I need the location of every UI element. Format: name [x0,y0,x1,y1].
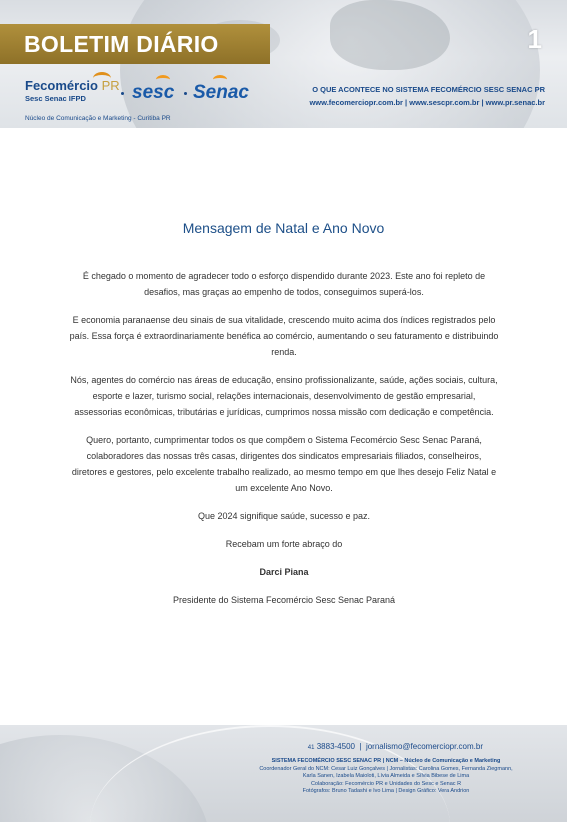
senac-logo [193,82,249,104]
credits-line: SISTEMA FECOMÉRCIO SESC SENAC PR | NCM – Núcleo de Comunicação e Marketing [271,758,501,764]
nucleo-label: Núcleo de Comunicação e Marketing - Curitiba PR [25,115,171,122]
document-title: Mensagem de Natal e Ano Novo [182,220,385,236]
fecomercio-logo [25,78,120,103]
credits-line: Fotógrafos: Bruno Tadashi e Ivo Lima | Design Gráfico: Vera Andrion [302,788,470,794]
fecomercio-logo-text: Fecomércio [25,78,98,93]
message-paragraph: Que 2024 signifique saúde, sucesso e paz. [197,511,371,521]
message-paragraph: Quero, portanto, cumprimentar todos os que compõem o Sistema Fecomércio Sesc Senac Paraná, colaboradores das nossas três casas, dirigentes dos sindicatos empresariais filiados, conselheiros, diretores e gestores, pelo excelente trabalho realizado, ao mesmo tempo em que lhes desejo Feliz Natal e um excelente Ano Novo. [71,435,497,493]
footer-credits [220,758,552,796]
signer-title: Presidente do Sistema Fecomércio Sesc Senac Paraná [172,595,396,605]
signer-name: Darci Piana [259,567,309,577]
title-bar [0,24,270,64]
credits-line: Colaboração: Fecomércio PR e Unidades do Sesc e Senac R [310,780,462,787]
phone-prefix: 41 [307,745,315,751]
footer-contact: 41 3883-4500 | jornalismo@fecomerciopr.com.br [307,742,483,751]
senac-logo-text: Senac [193,82,249,103]
sesc-logo [132,82,174,104]
fecomercio-logo-sub: Sesc Senac IFPD [25,94,86,103]
logo-separator-dot [184,92,187,95]
sesc-logo-text: sesc [132,82,175,103]
senac-mark-icon [213,75,227,84]
message-paragraph: É chegado o momento de agradecer todo o esforço dispendido durante 2023. Este ano foi repleto de desafios, mas graças ao empenho de todos, conseguimos superá-los. [82,271,486,297]
footer-banner [0,725,567,822]
message-paragraph: Nós, agentes do comércio nas áreas de educação, ensino profissionalizante, saúde, ações sociais, cultura, esporte e lazer, turismo social, relações internacionais, desenvolvimento de gestão empresarial, assessorias econômicas, tributárias e jurídicas, cumprimos nossa missão com dedicação e competência. [70,375,498,417]
fecomercio-swoosh-icon [93,72,111,85]
credits-line: Karla Sanen, Izabela Maioloti, Lívia Almeida e Sílvia Bibese de Lima [302,773,470,779]
page-number: 1 [527,24,542,54]
closing-line: Recebam um forte abraço do [225,539,343,549]
phone-number: 3883-4500 [316,742,355,751]
header-tagline [309,85,545,107]
websites-text[interactable]: www.fecomerciopr.com.br | www.sescpr.com.br | www.pr.senac.br [309,98,545,107]
tagline-text: O QUE ACONTECE NO SISTEMA FECOMÉRCIO SESC SENAC PR [312,85,545,94]
sesc-mark-icon [156,75,170,84]
contact-email[interactable]: jornalismo@fecomerciopr.com.br [365,742,483,751]
newsletter-title: BOLETIM DIÁRIO [24,31,219,57]
logo-separator-dot [121,92,124,95]
message-paragraph: E economia paranaense deu sinais de sua vitalidade, crescendo muito acima dos índices registrados pelo país. Essa força é extraordinariamente benéfica ao comércio, aumentando o seu faturamento e distribuindo renda. [69,315,499,357]
credits-line: Coordenador Geral do NCM: Cesar Luiz Gonçalves | Jornalistas: Carolina Gomes, Fernanda Ziegmann, [259,765,513,772]
fecomercio-logo-pr: PR [101,78,120,93]
message-body [68,268,500,620]
header-banner [0,0,567,128]
